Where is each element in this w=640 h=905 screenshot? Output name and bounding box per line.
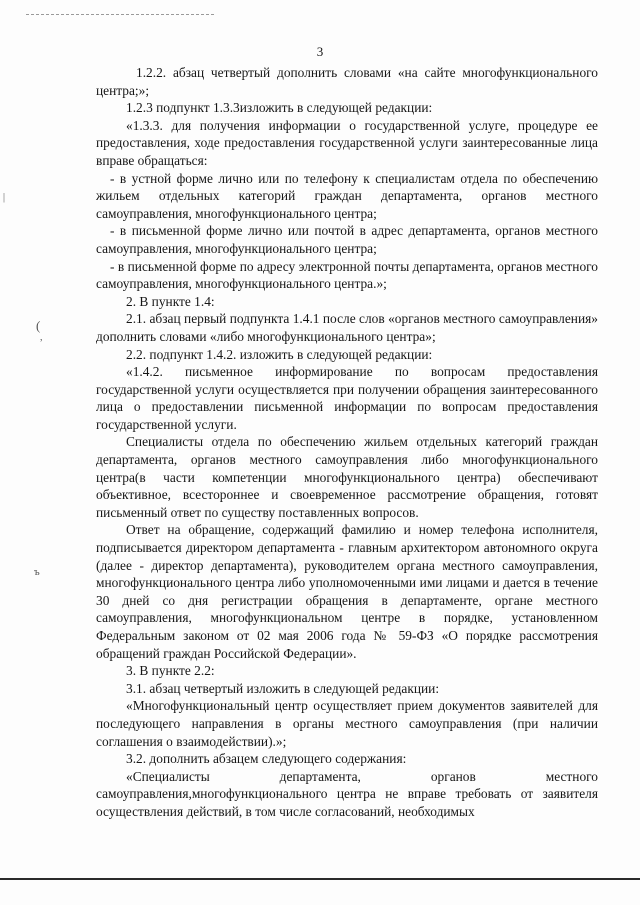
paragraph: Специалисты отдела по обеспечению жильем отдельных категорий граждан департамента, органов местного самоуправления либо многофункционального центра(в части компетенции многофункционального центра) обеспечивают объективное, всестороннее и своевременное рассмотрение обращения, готовят письменный ответ по существу поставленных вопросов. [96,434,598,520]
paragraph: 3.1. абзац четвертый изложить в следующей редакции: [126,680,440,696]
paragraph: - в письменной форме лично или почтой в адрес департамента, органов местного самоуправления, многофункционального центра; [96,223,598,256]
paragraph: 2.1. абзац первый подпункта 1.4.1 после слов «органов местного самоуправления» дополнить словами «либо многофункционального центра»; [96,311,598,344]
margin-mark: | [3,192,6,203]
paragraph: «1.4.2. письменное информирование по вопросам предоставления государственной услуги осуществляется при получении обращения заинтересованного лица о предоставлении письменной информации по вопросам предоставления государственной услуги. [96,364,598,432]
top-rule [26,14,214,15]
bottom-rule [0,878,640,880]
page-number: 3 [316,44,324,59]
paragraph: 1.2.3 подпункт 1.3.3изложить в следующей редакции: [126,100,433,116]
paragraph: 1.2.2. абзац четвертый дополнить словами «на сайте многофункционального центра;»; [96,65,598,98]
paragraph: «Специалисты департамента, органов местного самоуправления,многофункционального центра не вправе требовать от заявителя осуществления действий, в том числе согласований, необходимых [96,768,598,819]
paragraph: 3.2. дополнить абзацем следующего содержания: [126,751,407,767]
paragraph: «Многофункциональный центр осуществляет прием документов заявителей для последующего направления в органы местного самоуправления (при наличии соглашения о взаимодействии).»; [96,698,598,749]
paragraph: 2.2. подпункт 1.4.2. изложить в следующей редакции: [126,346,433,362]
paragraph: - в письменной форме по адресу электронной почты департамента, органов местного самоуправления, многофункционального центра.»; [96,258,598,292]
margin-mark: , [40,332,43,343]
margin-mark: ъ [34,566,40,578]
paragraph: «1.3.3. для получения информации о государственной услуге, процедуре ее предоставления, ходе предоставления государственной услуги заинтересованные лица вправе обращаться: [96,117,598,168]
paragraph: 2. В пункте 1.4: [126,293,215,309]
paragraph: - в устной форме лично или по телефону к специалистам отдела по обеспечению жильем отдельных категорий граждан департамента, органов местного самоуправления, многофункционального центра; [96,170,598,221]
document-body [96,64,598,821]
paragraph: Ответ на обращение, содержащий фамилию и номер телефона исполнителя, подписывается директором департамента - главным архитектором автономного округа (далее - директор департамента), руководителем органа местного самоуправления, многофункционального центра либо уполномоченными ими лицами и дается в течение 30 дней со дня регистрации обращения в департаменте, органе местного самоуправления, многофункциональном центре в порядке, установленном Федеральным законом от 02 мая 2006 года № 59-ФЗ «О порядке рассмотрения обращений граждан Российской Федерации». [96,522,598,661]
margin-mark: ( [36,318,41,333]
paragraph: 3. В пункте 2.2: [126,663,215,679]
